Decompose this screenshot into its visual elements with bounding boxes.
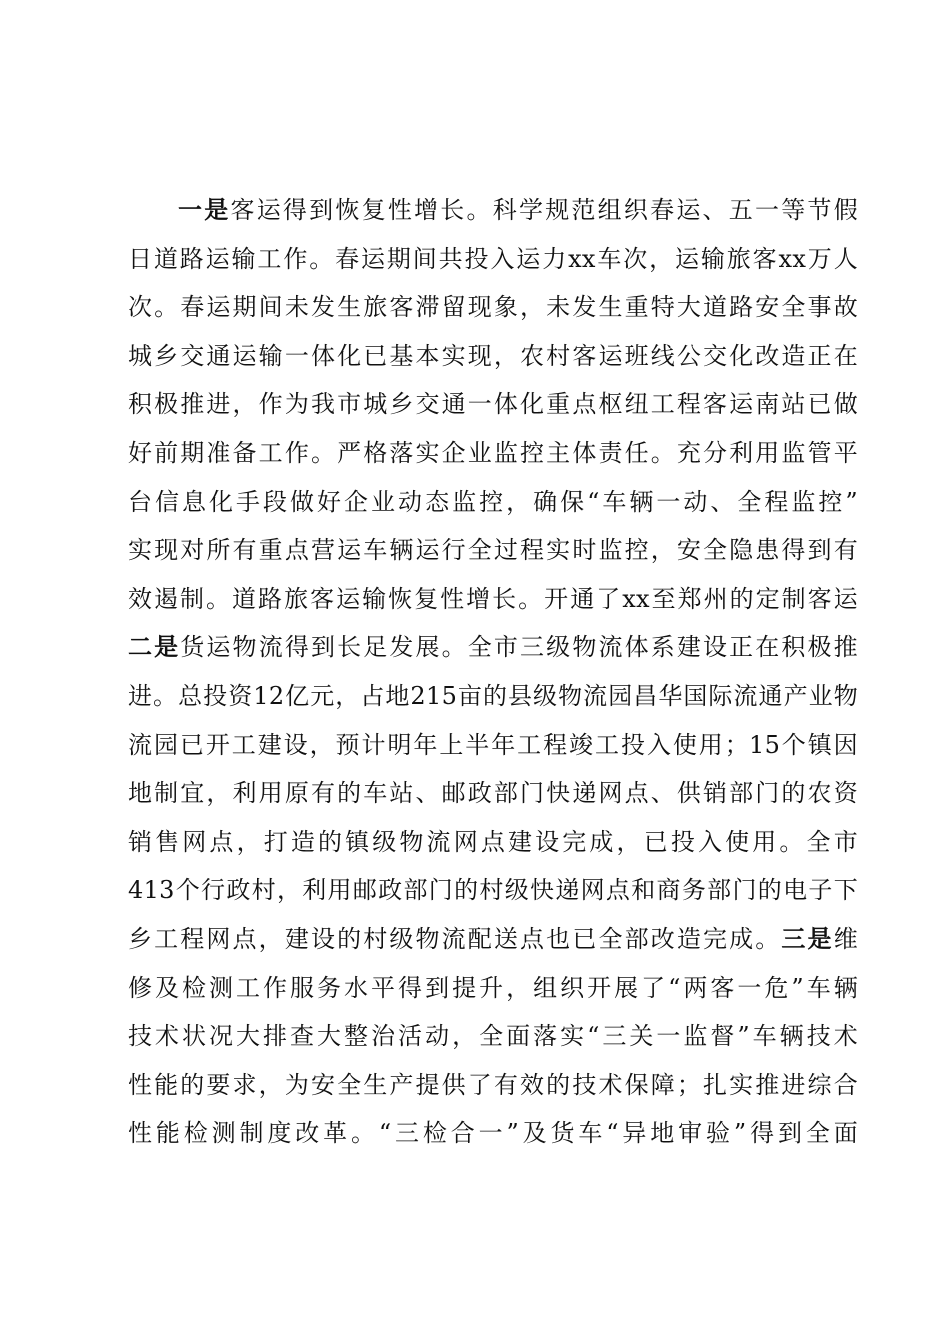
- body-paragraph: [128, 186, 858, 1158]
- text-line: [128, 866, 858, 915]
- line-text: 销售网点，打造的镇级物流网点建设完成，已投入使用。全市: [128, 827, 858, 856]
- line-text-tail: 维: [833, 924, 858, 953]
- text-line: [128, 915, 858, 964]
- text-line: [128, 623, 858, 672]
- text-line: [128, 526, 858, 575]
- line-text: 性能的要求，为安全生产提供了有效的技术保障；扎实推进综合: [128, 1070, 858, 1099]
- line-text: 乡工程网点，建设的村级物流配送点也已全部改造完成。: [128, 924, 782, 953]
- line-text: 修及检测工作服务水平得到提升，组织开展了“两客一危”车辆: [128, 973, 858, 1002]
- line-text: 城乡交通运输一体化已基本实现，农村客运班线公交化改造正在: [128, 341, 858, 370]
- text-line: [128, 332, 858, 381]
- text-line: [128, 186, 858, 235]
- line-text: 货运物流得到长足发展。全市三级物流体系建设正在积极推: [180, 633, 858, 662]
- line-text: 效遏制。道路旅客运输恢复性增长。开通了xx至郑州的定制客运: [128, 584, 858, 613]
- line-text: 性能检测制度改革。“三检合一”及货车“异地审验”得到全面: [128, 1119, 858, 1148]
- line-text: 实现对所有重点营运车辆运行全过程实时监控，安全隐患得到有: [128, 536, 858, 565]
- line-text: 流园已开工建设，预计明年上半年工程竣工投入使用；15个镇因: [128, 730, 858, 759]
- line-text: 客运得到恢复性增长。科学规范组织春运、五一等节假: [230, 196, 858, 224]
- text-line: [128, 478, 858, 527]
- text-line: [128, 283, 858, 332]
- text-line: [128, 380, 858, 429]
- text-line: [128, 964, 858, 1013]
- text-line: [128, 721, 858, 770]
- bold-heading: 一是: [178, 195, 231, 224]
- line-text: 台信息化手段做好企业动态监控，确保“车辆一动、全程监控”: [128, 487, 858, 516]
- line-text: 积极推进，作为我市城乡交通一体化重点枢纽工程客运南站已做: [128, 390, 858, 419]
- line-text: 进。总投资12亿元，占地215亩的县级物流园昌华国际流通产业物: [128, 681, 858, 710]
- text-line: [128, 575, 858, 624]
- text-line: [128, 672, 858, 721]
- text-line: [128, 1109, 858, 1158]
- line-text: 次。春运期间未发生旅客滞留现象，未发生重特大道路安全事故: [128, 293, 858, 322]
- bold-heading: 二是: [128, 632, 181, 662]
- text-line: [128, 769, 858, 818]
- text-line: [128, 818, 858, 867]
- line-text: 日道路运输工作。春运期间共投入运力xx车次，运输旅客xx万人: [128, 244, 858, 273]
- line-text: 地制宜，利用原有的车站、邮政部门快递网点、供销部门的农资: [128, 779, 858, 808]
- line-text: 技术状况大排查大整治活动，全面落实“三关一监督”车辆技术: [128, 1022, 858, 1051]
- line-text: 好前期准备工作。严格落实企业监控主体责任。充分利用监管平: [128, 438, 858, 467]
- bold-heading: 三是: [781, 923, 834, 953]
- text-line: [128, 1061, 858, 1110]
- text-line: [128, 1012, 858, 1061]
- line-text: 413个行政村，利用邮政部门的村级快递网点和商务部门的电子下: [128, 876, 858, 905]
- text-line: [128, 429, 858, 478]
- text-line: [128, 235, 858, 284]
